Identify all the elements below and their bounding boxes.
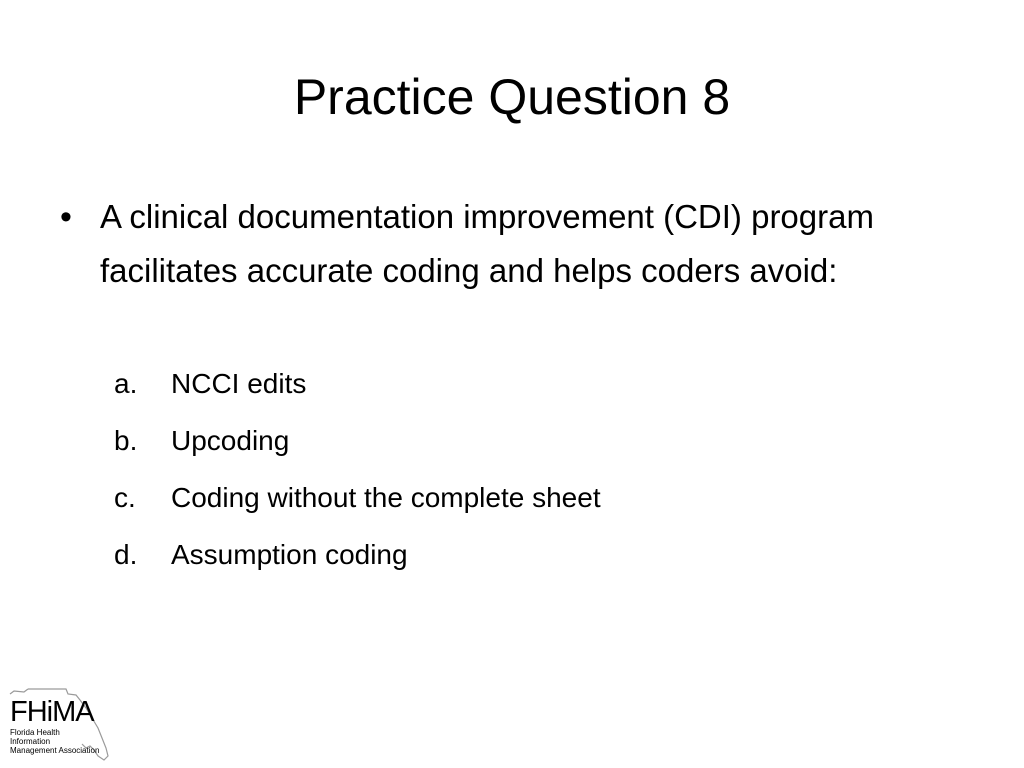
logo-subtitle-line-2: Management Association [10,746,100,755]
option-letter: a. [114,368,138,399]
slide-title: Practice Question 8 [293,69,731,125]
option-text: Coding without the complete sheet [171,482,601,513]
logo-subtitle [10,728,102,755]
logo-name: FHiMA [10,696,94,728]
option-text: Upcoding [171,425,290,456]
answer-option-c [114,472,814,529]
question-text: A clinical documentation improvement (CDI) program facilitates accurate coding and helps coders avoid: [100,198,874,289]
option-letter: b. [114,425,138,456]
answer-option-a [114,358,814,415]
option-letter: c. [114,482,136,513]
option-letter: d. [114,539,138,570]
option-text: NCCI edits [171,368,307,399]
fhima-logo [6,686,116,762]
answer-options [114,358,814,586]
answer-option-b [114,415,814,472]
option-text: Assumption coding [171,539,408,570]
logo-subtitle-line-1: Florida Health Information [10,728,60,746]
bullet-icon: • [60,198,72,236]
answer-option-d [114,529,814,586]
